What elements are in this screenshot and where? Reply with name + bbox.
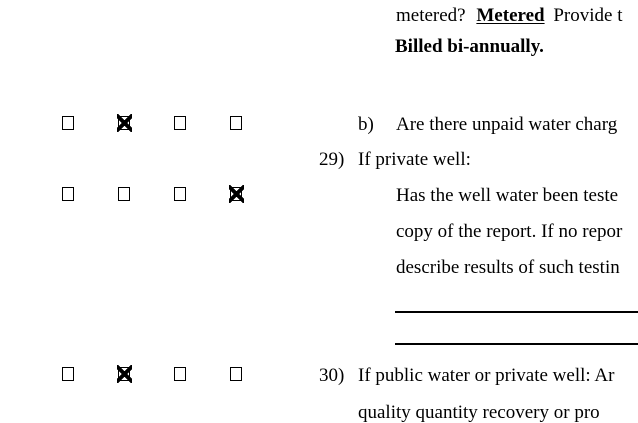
row-3-checkbox-1[interactable] bbox=[62, 367, 74, 381]
item-29-heading: If private well: bbox=[358, 149, 471, 170]
item-b-marker: b) bbox=[358, 114, 374, 135]
item-30-cutoff-line: quality quantity recovery or pro bbox=[358, 402, 600, 423]
item-30-text: If public water or private well: Ar bbox=[358, 365, 615, 386]
billing-frequency-line: Billed bi-annually. bbox=[395, 36, 544, 57]
item-30-marker: 30) bbox=[319, 365, 345, 386]
row-1-checkbox-1[interactable] bbox=[62, 116, 74, 130]
row-1-checkbox-2[interactable] bbox=[118, 116, 130, 130]
answer-line-2 bbox=[395, 343, 638, 345]
metered-provide-text: Provide t bbox=[553, 5, 623, 26]
metered-question-text: metered? bbox=[396, 5, 466, 26]
answer-line-1 bbox=[395, 311, 638, 313]
row-1-checkbox-3[interactable] bbox=[174, 116, 186, 130]
well-test-line-3: describe results of such testin bbox=[396, 257, 620, 278]
row-2-checkbox-2[interactable] bbox=[118, 187, 130, 201]
row-3-checkbox-2[interactable] bbox=[118, 367, 130, 381]
item-29-marker: 29) bbox=[319, 149, 345, 170]
row-2-checkbox-1[interactable] bbox=[62, 187, 74, 201]
metered-line bbox=[396, 6, 622, 25]
well-test-line-2: copy of the report. If no repor bbox=[396, 221, 623, 242]
row-2-checkbox-4[interactable] bbox=[230, 187, 242, 201]
row-2-checkbox-3[interactable] bbox=[174, 187, 186, 201]
row-3-checkbox-4[interactable] bbox=[230, 367, 242, 381]
row-1-checkbox-4[interactable] bbox=[230, 116, 242, 130]
metered-filled-value: Metered bbox=[476, 5, 545, 26]
well-test-line-1: Has the well water been teste bbox=[396, 185, 619, 206]
item-b-text: Are there unpaid water charg bbox=[396, 114, 618, 135]
row-3-checkbox-3[interactable] bbox=[174, 367, 186, 381]
